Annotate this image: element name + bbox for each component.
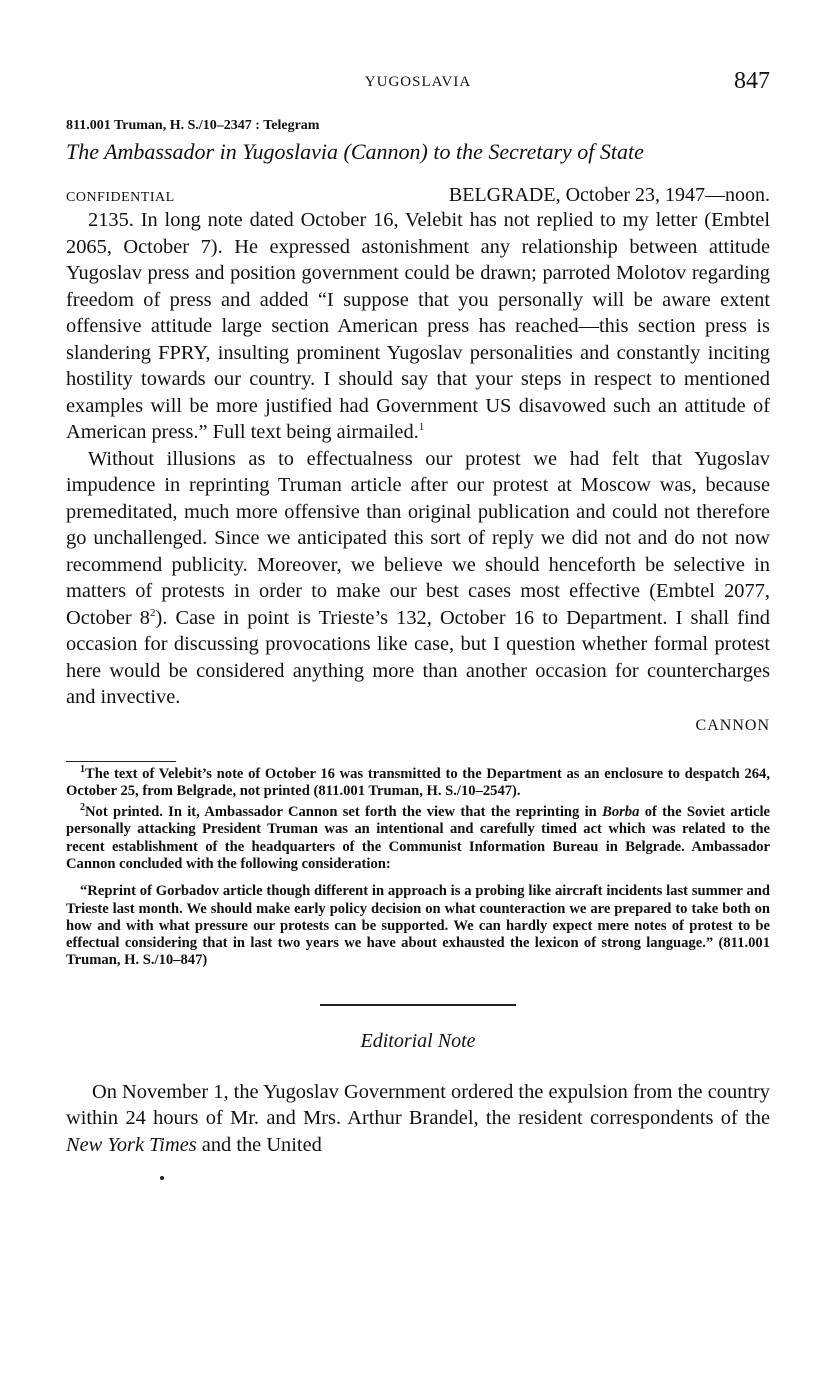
signature: CANNON (695, 716, 770, 734)
classification-label: CONFIDENTIAL (66, 190, 175, 205)
dateline-row (66, 184, 770, 207)
footnote-2-borba: Borba (602, 804, 640, 821)
heading-name: Cannon (350, 139, 421, 164)
editorial-note-title: Editorial Note (360, 1029, 476, 1052)
footnote-2 (66, 804, 770, 873)
paragraph-1-text: 2135. In long note dated October 16, Velebit has not replied to my letter (Embtel 2065, October 7). He expressed astonishment any relationship between attitude Yugoslav press and position government could be drawn; parroted Molotov regarding freedom of press and added “I suppose that you personally will be aware extent offensive attitude large section American press has reached—this section press is slandering FPRY, insulting prominent Yugoslav personalities and constantly inciting hostility towards our country. I should say that your steps in respect to mentioned examples will be more justified had Government US disavowed such an attitude of American press.” Full text being airmailed. (66, 209, 770, 443)
footnote-1-text: The text of Velebit’s note of October 16 was transmitted to the Department as an enclosure to despatch 264, October 25, from Belgrade, not printed (811.001 Truman, H. S./10–2547). (66, 765, 770, 799)
footnote-2-quote: “Reprint of Gorbadov article though different in approach is a probing like aircraft incidents last summer and Trieste last month. We should make early policy decision on what counteraction we are prepared to take both on how and with what pressure our protests can be supported. We can hardly expect mere notes of protest to be effectual considering that in last two years we have about exhausted the lexicon of strong language.” (811.001 Truman, H. S./10–847) (66, 883, 770, 969)
footnote-divider (66, 761, 176, 762)
section-divider (320, 1004, 516, 1006)
document-page (66, 62, 770, 1158)
paragraph-2-text-b: ). Case in point is Trieste’s 132, October 16 to Department. I shall find occasion for discussing provocations like case, but I question whether formal protest here would be considered anything more than another occasion for countercharges and invective. (66, 606, 770, 708)
footnote-2-mark: 2 (80, 802, 85, 814)
running-title: YUGOSLAVIA (364, 74, 472, 90)
footnote-2-text-a: Not printed. In it, Ambassador Cannon set forth the view that the reprinting in (85, 804, 603, 821)
editorial-newspaper: New York Times (66, 1133, 197, 1156)
dateline-date: October 23, 1947—noon. (565, 184, 770, 206)
page-number: 847 (734, 68, 770, 94)
editorial-text-a: On November 1, the Yugoslav Government ordered the expulsion from the country within 24 hours of Mr. and Mrs. Arthur Brandel, the resident correspondents of the (66, 1080, 770, 1130)
footnote-2-text-b: of the Soviet article personally attacking President Truman was an intentional and carefully timed act which was related to the recent establishment of the headquarters of the Communist Information Bureau in Belgrade. Ambassador Cannon concluded with the following consideration: (66, 804, 770, 872)
footnote-1-mark: 1 (80, 763, 85, 775)
footnote-1 (66, 763, 770, 801)
telegram-paragraph-2 (66, 446, 770, 711)
telegram-paragraph-1 (66, 207, 770, 446)
footnote-ref-2: 2 (149, 606, 156, 619)
dateline (449, 184, 770, 207)
editorial-note-text (66, 1079, 770, 1159)
document-heading (66, 138, 770, 166)
heading-part-1: The Ambassador in Yugoslavia ( (66, 139, 351, 164)
editorial-text-b: and the United (196, 1133, 322, 1156)
footnote-ref-1: 1 (418, 421, 425, 434)
running-header (66, 62, 770, 102)
file-reference: 811.001 Truman, H. S./10–2347 : Telegram (66, 118, 320, 133)
paragraph-2-text-a: Without illusions as to effectualness our protest we had felt that Yugoslav impudence in reprinting Truman article after our protest at Moscow was, because premeditated, much more offensive than original publication and could not therefore go unchallenged. Since we anticipated this sort of reply we did not and do not now recommend publicity. Moreover, we believe we should henceforth be selective in matters of protests in order to make our best cases most effective (Embtel 2077, October 8 (66, 447, 770, 629)
dateline-place: BELGRADE, (448, 184, 561, 206)
heading-part-2: ) to the Secretary of State (420, 139, 644, 164)
stray-mark (160, 1176, 164, 1180)
